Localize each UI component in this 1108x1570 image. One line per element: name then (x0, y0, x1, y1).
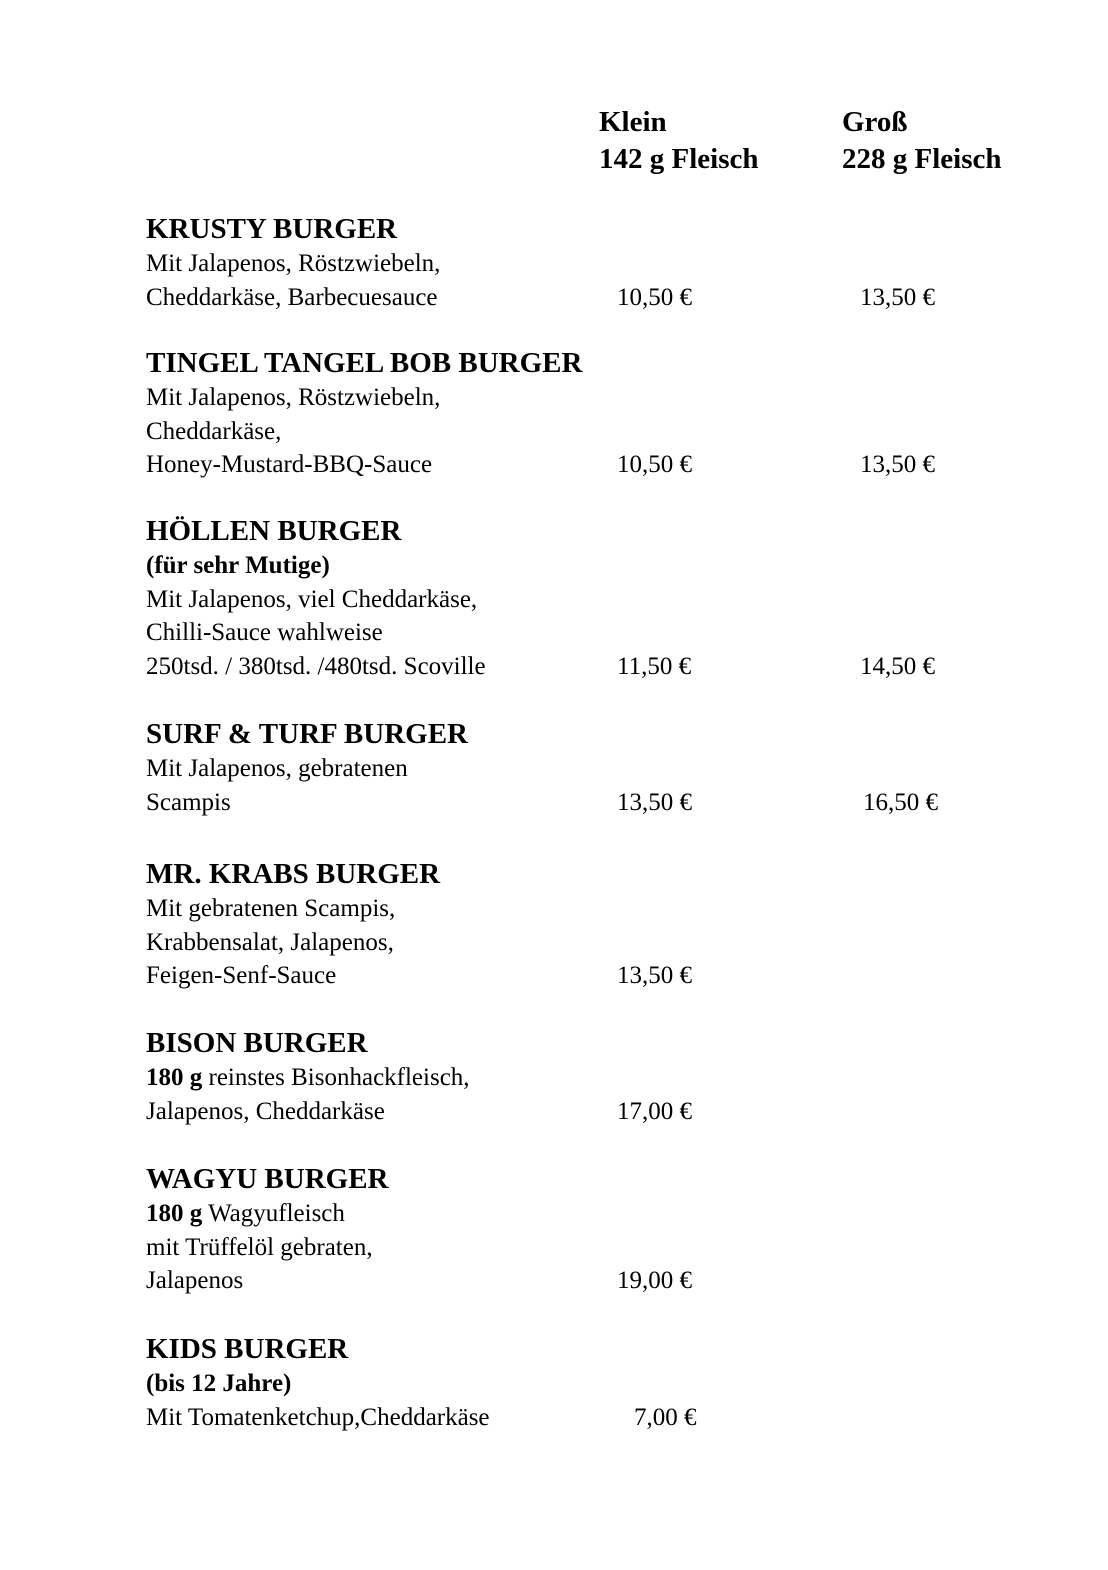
item-line: Mit Jalapenos, viel Cheddarkäse, (146, 585, 478, 613)
item-line: Honey-Mustard-BBQ-Sauce (146, 451, 433, 478)
meat-weight: 180 g (146, 1064, 203, 1091)
price-small: 19,00 € (617, 1267, 692, 1294)
price-small: 7,00 € (634, 1403, 697, 1431)
item-line-priced (146, 448, 1046, 482)
item-line-mixed (146, 1061, 1046, 1095)
item-title: WAGYU BURGER (146, 1163, 389, 1195)
item-title: KIDS BURGER (146, 1333, 349, 1365)
price-small: 13,50 € (617, 788, 692, 816)
item-line-priced (146, 1401, 1046, 1435)
item-line: Mit Jalapenos, Röstzwiebeln, (146, 384, 441, 411)
item-title: SURF & TURF BURGER (146, 718, 468, 750)
item-line: Wagyufleisch (208, 1200, 345, 1227)
header-small-weight: 142 g Fleisch (599, 143, 759, 175)
price-large: 14,50 € (860, 652, 935, 680)
item-title: MR. KRABS BURGER (146, 858, 441, 890)
menu-item-wagyu (146, 1162, 1046, 1298)
item-subtitle: (für sehr Mutige) (146, 552, 330, 579)
item-line: Feigen-Senf-Sauce (146, 962, 337, 989)
price-large: 13,50 € (860, 283, 935, 311)
price-small: 10,50 € (617, 451, 692, 478)
item-line-priced (146, 1264, 1046, 1298)
item-subtitle: (bis 12 Jahre) (146, 1370, 292, 1397)
price-small: 11,50 € (617, 652, 692, 680)
item-line: Scampis (146, 788, 231, 816)
header-large-weight: 228 g Fleisch (842, 143, 1002, 175)
item-title: TINGEL TANGEL BOB BURGER (146, 347, 583, 379)
menu-item-mr-krabs (146, 857, 1046, 993)
item-line: Jalapenos, Cheddarkäse (146, 1097, 385, 1125)
item-line: Mit Jalapenos, gebratenen (146, 755, 408, 782)
meat-weight: 180 g (146, 1200, 203, 1227)
item-line: mit Trüffelöl gebraten, (146, 1233, 373, 1261)
item-line: Chilli-Sauce wahlweise (146, 619, 383, 646)
header-large (842, 104, 1002, 178)
header-small-label: Klein (599, 106, 667, 138)
price-small: 10,50 € (617, 283, 692, 311)
item-line: Mit Jalapenos, Röstzwiebeln, (146, 250, 441, 277)
header-small (599, 104, 759, 178)
item-line-priced (146, 650, 1046, 684)
item-line: Cheddarkäse, (146, 417, 282, 445)
menu-item-krusty (146, 212, 1046, 314)
item-line-priced (146, 1095, 1046, 1129)
item-line-priced (146, 281, 1046, 315)
price-small: 17,00 € (617, 1097, 692, 1125)
menu-item-kids (146, 1332, 1046, 1434)
menu-item-surf-turf (146, 717, 1046, 819)
price-large: 13,50 € (860, 451, 935, 478)
price-large: 16,50 € (863, 788, 938, 816)
item-line: Krabbensalat, Jalapenos, (146, 928, 394, 956)
price-small: 13,50 € (617, 962, 692, 989)
menu-item-bison (146, 1026, 1046, 1128)
item-title: KRUSTY BURGER (146, 213, 398, 245)
item-line: Cheddarkäse, Barbecuesauce (146, 283, 438, 311)
item-line: 250tsd. / 380tsd. /480tsd. Scoville (146, 652, 486, 680)
item-line: Jalapenos (146, 1267, 244, 1294)
header-large-label: Groß (842, 106, 908, 138)
item-line: Mit gebratenen Scampis, (146, 895, 396, 922)
item-line-mixed (146, 1197, 1046, 1231)
item-line: Mit Tomatenketchup,Cheddarkäse (146, 1403, 490, 1431)
menu-item-hoellen (146, 514, 1046, 683)
item-title: HÖLLEN BURGER (146, 515, 402, 547)
item-title: BISON BURGER (146, 1027, 368, 1059)
item-line-priced (146, 786, 1046, 820)
item-line: reinstes Bisonhackfleisch, (208, 1064, 470, 1091)
menu-item-tingel-tangel-bob (146, 346, 1046, 482)
item-line-priced (146, 959, 1046, 993)
